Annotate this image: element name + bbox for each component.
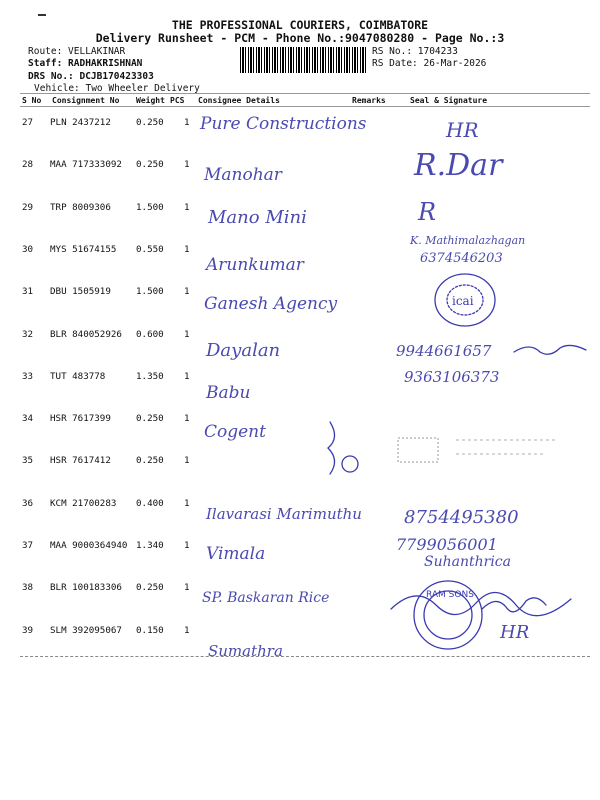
row-pcs: 1: [184, 117, 190, 128]
table-row: [22, 151, 592, 187]
row-sno: 36: [22, 497, 34, 509]
row-consignment-no: MAA 717333092: [50, 159, 122, 171]
row-pcs: 1: [184, 201, 190, 213]
header-rule-bottom: [20, 106, 590, 107]
hw-name-1: Pure Constructions: [200, 114, 367, 134]
hw-phone-2: 9944661657: [396, 342, 492, 360]
hw-name-5: Ganesh Agency: [204, 294, 338, 314]
col-seal-signature: Seal & Signature: [410, 96, 488, 105]
row-sno: 39: [22, 624, 34, 636]
row-consignment-no: MAA 9000364940: [50, 540, 128, 551]
hw-sig-hr: HR: [446, 118, 479, 142]
col-sno: S No: [22, 96, 42, 105]
row-consignment-no: PLN 2437212: [50, 117, 111, 128]
hw-name-6: Dayalan: [206, 340, 281, 361]
hw-sig-3: R: [418, 198, 437, 226]
row-sno: 32: [22, 328, 34, 340]
runsheet-subtitle: Delivery Runsheet - PCM - Phone No.:9047080280 - Page No.:3: [95, 31, 505, 45]
hw-phone-3: 9363106373: [404, 368, 500, 386]
staff-label: Staff: RADHAKRISHNAN: [28, 58, 143, 69]
hw-name-10: Vimala: [206, 544, 266, 564]
hw-phone-4: 8754495380: [404, 507, 519, 528]
col-pcs: PCS: [170, 96, 185, 105]
row-consignment-no: BLR 840052926: [50, 328, 122, 340]
rs-date: RS Date: 26-Mar-2026: [372, 58, 487, 69]
bottom-dashed-rule: [20, 656, 590, 657]
col-consignee: Consignee Details: [198, 96, 280, 105]
hw-name-2: Manohar: [204, 165, 282, 185]
row-sno: 33: [22, 370, 34, 382]
row-pcs: 1: [184, 413, 190, 425]
hw-sig-last: HR: [500, 622, 530, 643]
row-weight: 0.250: [136, 413, 164, 425]
row-sno: 28: [22, 159, 34, 171]
hw-suhanthrica: Suhanthrica: [424, 554, 511, 570]
hw-sig-2: R.Dar: [414, 148, 503, 183]
corner-mark: [38, 14, 46, 16]
row-weight: 0.250: [136, 582, 164, 594]
row-sno: 34: [22, 413, 34, 425]
col-weight: Weight: [136, 96, 165, 105]
row-weight: 0.600: [136, 328, 164, 340]
row-weight: 1.500: [136, 201, 164, 213]
row-consignment-no: TRP 8009306: [50, 201, 111, 213]
row-consignment-no: TUT 483778: [50, 370, 106, 382]
row-pcs: 1: [184, 328, 190, 340]
hw-phone-5: 7799056001: [396, 535, 498, 554]
icai-stamp: [430, 270, 500, 332]
col-consignment: Consignment No: [52, 96, 120, 105]
hw-sig-4: K. Mathimalazhagan: [410, 234, 526, 247]
hw-name-12: Sumathra: [208, 642, 283, 660]
hw-name-4: Arunkumar: [206, 255, 304, 275]
row-weight: 0.250: [136, 159, 164, 171]
row-pcs: 1: [184, 455, 190, 467]
hw-name-11: SP. Baskaran Rice: [202, 590, 330, 606]
row-weight: 1.500: [136, 286, 164, 298]
row-sno: 35: [22, 455, 34, 467]
row-weight: 0.150: [136, 624, 164, 636]
table-row: [22, 194, 592, 230]
vehicle-label: Vehicle: Two Wheeler Delivery: [34, 83, 200, 94]
row-weight: 1.340: [136, 540, 164, 551]
hw-name-7: Babu: [206, 383, 251, 403]
faded-stamp-mark: [396, 432, 566, 472]
row-pcs: 1: [184, 286, 190, 298]
row-weight: 0.250: [136, 455, 164, 467]
icai-stamp-text: icai: [452, 294, 474, 308]
row-sno: 29: [22, 201, 34, 213]
row-weight: 0.400: [136, 497, 164, 509]
row-weight: 0.250: [136, 117, 164, 128]
row-consignment-no: DBU 1505919: [50, 286, 111, 298]
row-pcs: 1: [184, 370, 190, 382]
row-consignment-no: MYS 51674155: [50, 243, 117, 255]
row-sno: 31: [22, 286, 34, 298]
col-remarks: Remarks: [352, 96, 386, 105]
table-row: [22, 363, 592, 399]
row-pcs: 1: [184, 159, 190, 171]
row-sno: 27: [22, 117, 34, 128]
hw-name-9: Ilavarasi Marimuthu: [206, 505, 362, 523]
row-consignment-no: BLR 100183306: [50, 582, 122, 594]
barcode: [240, 47, 368, 73]
route-label: Route: VELLAKINAR: [28, 46, 126, 57]
row-consignment-no: HSR 7617399: [50, 413, 111, 425]
row-consignment-no: SLM 392095067: [50, 624, 122, 636]
row-consignment-no: KCM 21700283: [50, 497, 117, 509]
ramsons-stamp-text: RAM SONS: [426, 590, 474, 600]
phone-scribble: [510, 340, 590, 360]
row-pcs: 1: [184, 624, 190, 636]
company-title: THE PROFESSIONAL COURIERS, COIMBATORE: [171, 18, 429, 32]
header-rule-top: [20, 93, 590, 94]
hw-name-8: Cogent: [204, 422, 266, 442]
hw-name-3: Mano Mini: [208, 207, 307, 228]
row-pcs: 1: [184, 582, 190, 594]
row-sno: 37: [22, 540, 34, 551]
row-pcs: 1: [184, 540, 190, 551]
row-weight: 0.550: [136, 243, 164, 255]
table-row: [22, 321, 592, 357]
row-consignment-no: HSR 7617412: [50, 455, 111, 467]
hw-phone-1: 6374546203: [420, 251, 503, 266]
ramsons-stamp: [386, 575, 576, 655]
row-pcs: 1: [184, 497, 190, 509]
row-pcs: 1: [184, 243, 190, 255]
row-sno: 38: [22, 582, 34, 594]
drs-number: DRS No.: DCJB170423303: [28, 71, 154, 82]
bracket-scribble: [310, 418, 360, 478]
row-weight: 1.350: [136, 370, 164, 382]
rs-number: RS No.: 1704233: [372, 46, 458, 57]
row-sno: 30: [22, 243, 34, 255]
